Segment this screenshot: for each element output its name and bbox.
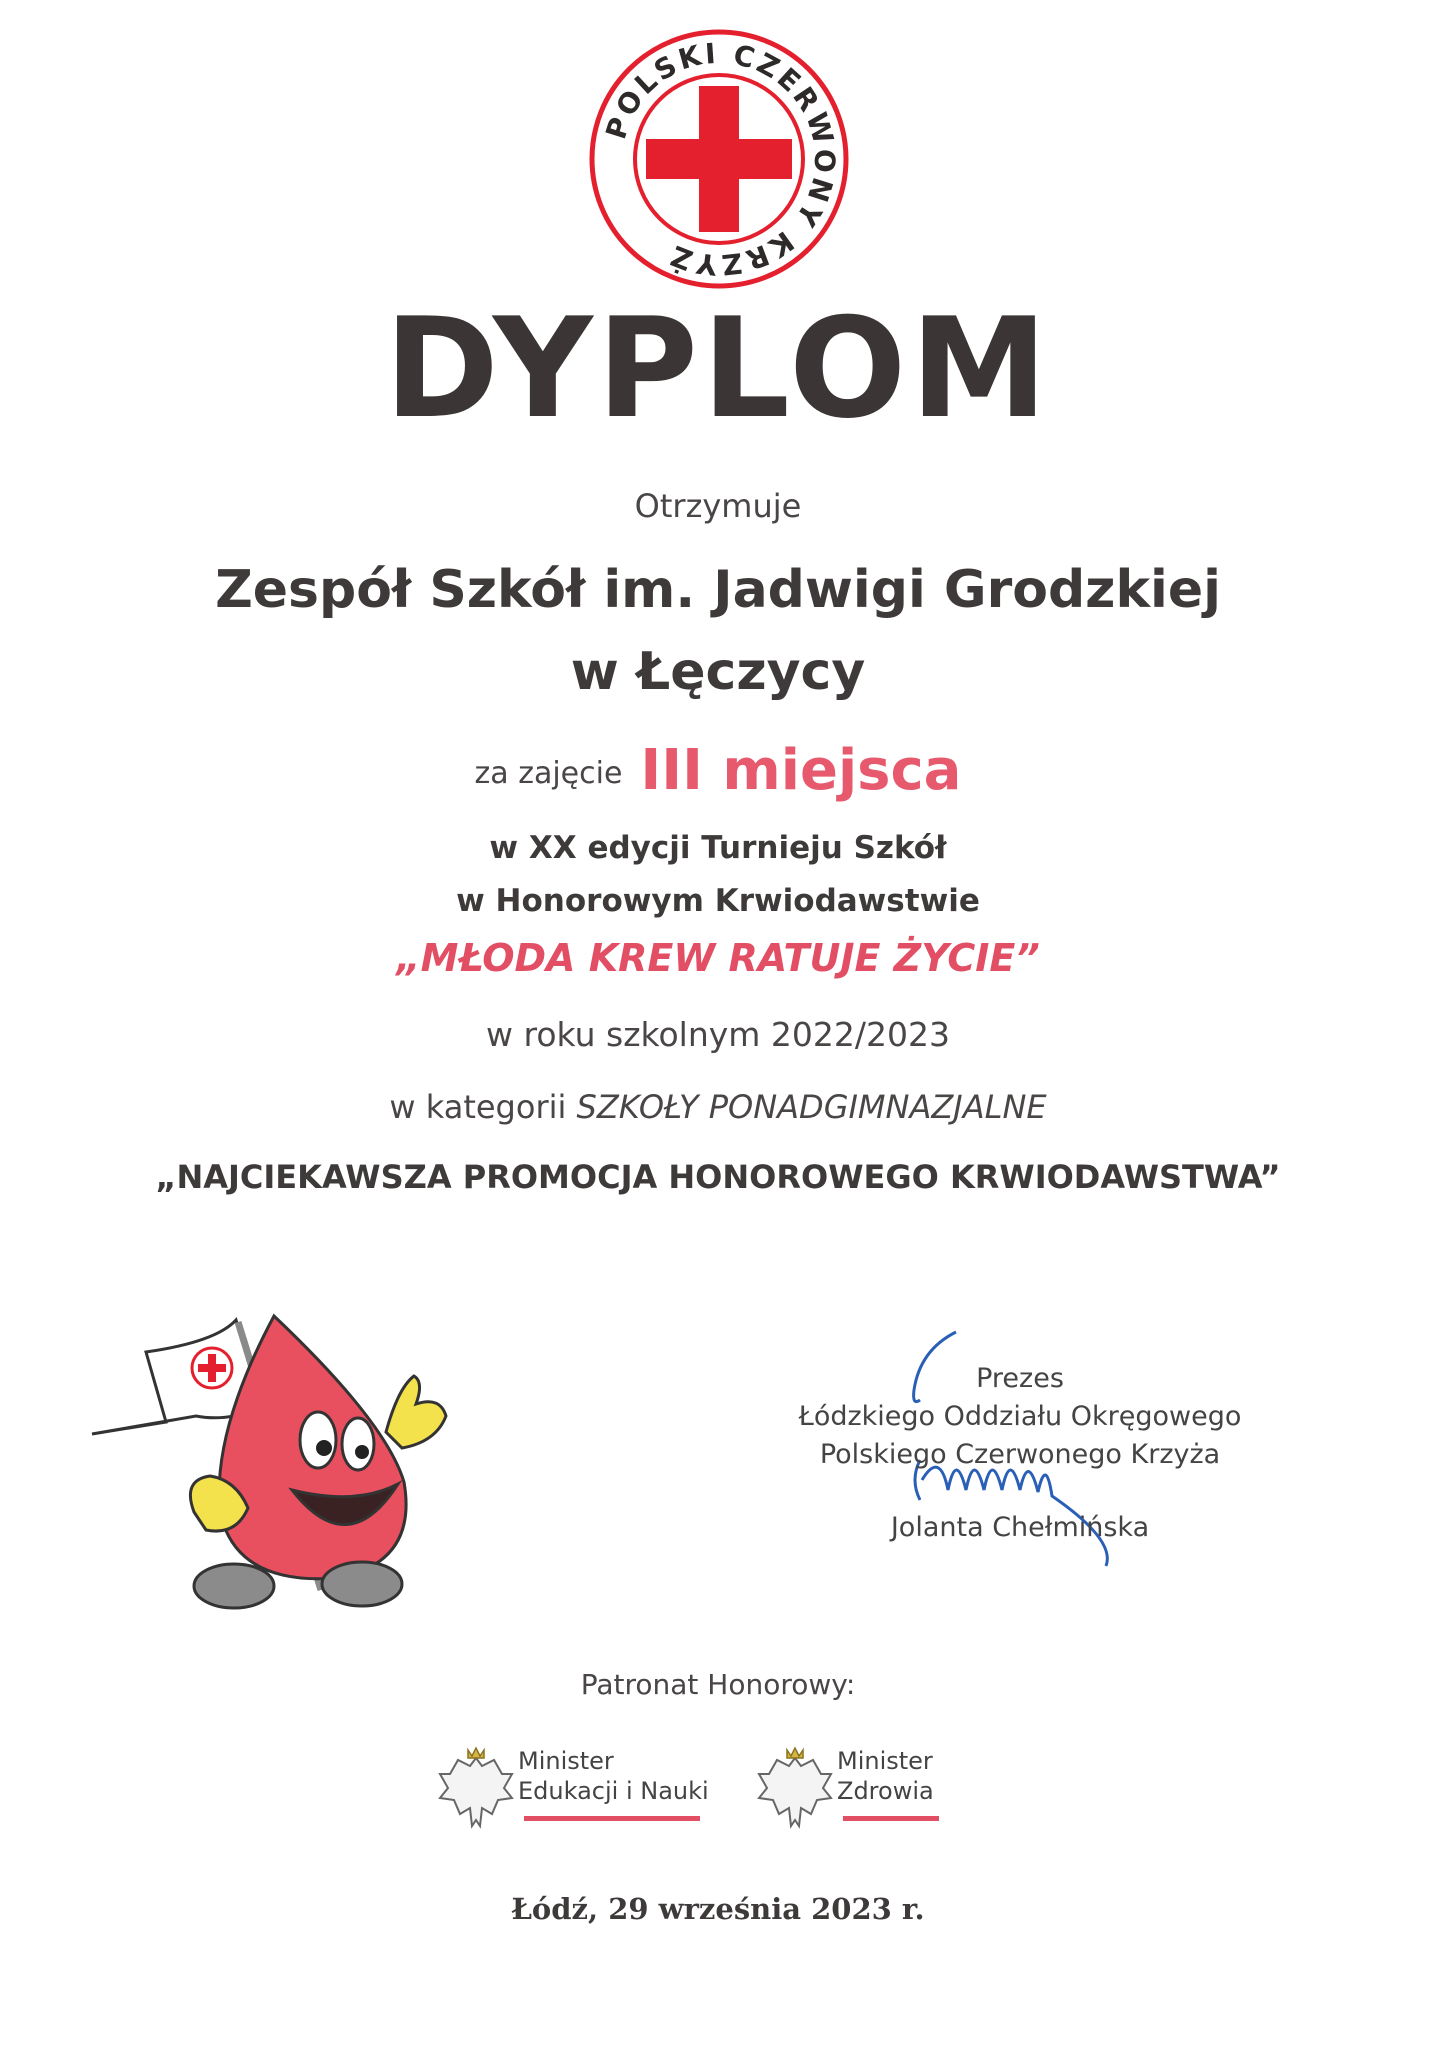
signatory-org-line2: Polskiego Czerwonego Krzyża — [819, 1439, 1221, 1470]
place-line — [0, 738, 1436, 803]
logo-ring-text: POLSKI CZERWONY KRZYŻ — [599, 36, 842, 282]
place-prefix: za zajęcie — [474, 756, 623, 791]
ministry-health-line1: Minister — [837, 1747, 933, 1775]
recipient-location: w Łęczycy — [570, 642, 866, 702]
diploma-title: DYPLOM — [384, 288, 1052, 449]
ministry-health-bar — [843, 1816, 939, 1821]
ministry-health-line2: Zdrowia — [837, 1777, 934, 1805]
ministry-education — [436, 1744, 716, 1834]
category-prefix: w kategorii — [389, 1088, 567, 1126]
receives-label: Otrzymuje — [634, 487, 802, 525]
recipient-name: Zespół Szkół im. Jadwigi Grodzkiej — [215, 560, 1221, 620]
subcategory: „NAJCIEKAWSZA PROMOCJA HONOROWEGO KRWIODAWSTWA” — [155, 1158, 1281, 1196]
slogan: „MŁODA KREW RATUJE ŻYCIE” — [396, 936, 1040, 980]
signatory-name: Jolanta Chełmińska — [890, 1512, 1150, 1543]
field-text: w Honorowym Krwiodawstwie — [456, 883, 980, 919]
signature-block — [790, 1360, 1250, 1474]
red-cross-logo — [588, 28, 850, 290]
ministry-education-line1: Minister — [518, 1747, 614, 1775]
city-date: Łódź, 29 września 2023 r. — [511, 1892, 925, 1926]
category-line — [0, 1088, 1436, 1126]
place-value: III miejsca — [640, 738, 962, 803]
signatory-role: Prezes — [976, 1363, 1064, 1394]
ministry-health — [755, 1744, 975, 1834]
ministry-education-bar — [524, 1816, 700, 1821]
edition-text: w XX edycji Turnieju Szkół — [489, 830, 947, 866]
ministry-education-line2: Edukacji i Nauki — [518, 1777, 709, 1805]
category-value: SZKOŁY PONADGIMNAZJALNE — [576, 1088, 1047, 1126]
eagle-emblem-icon — [755, 1744, 835, 1832]
eagle-emblem-icon — [436, 1744, 516, 1832]
signatory-org-line1: Łódzkiego Oddziału Okręgowego — [798, 1401, 1242, 1432]
patronage-label: Patronat Honorowy: — [580, 1668, 856, 1701]
school-year: w roku szkolnym 2022/2023 — [486, 1015, 950, 1054]
blood-drop-mascot-icon — [86, 1312, 486, 1612]
